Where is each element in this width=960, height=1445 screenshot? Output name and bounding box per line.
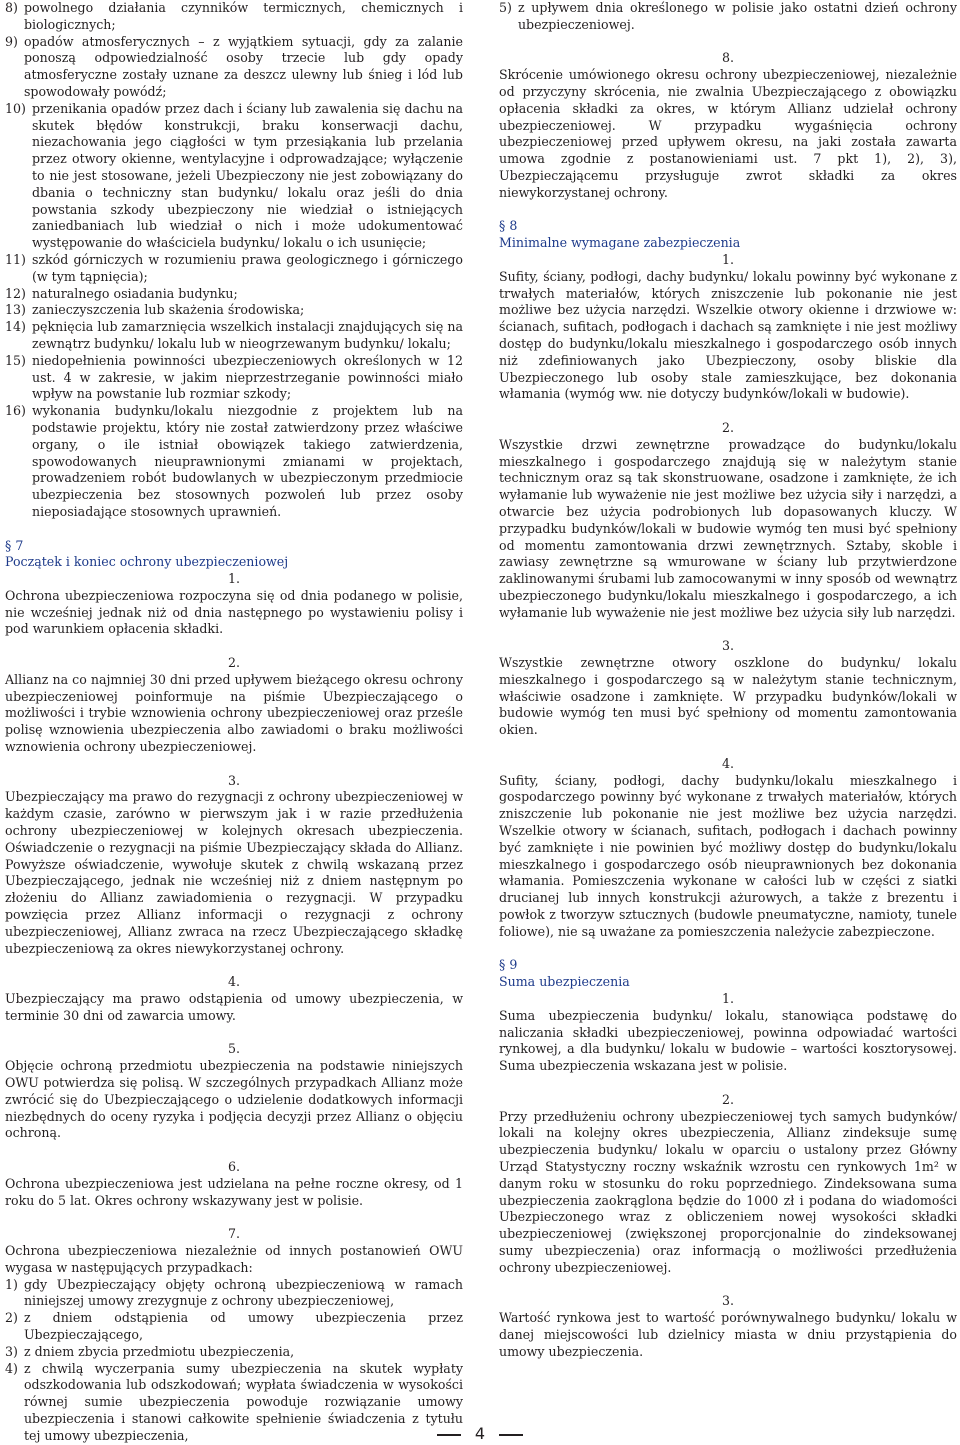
spacer bbox=[499, 202, 957, 219]
spacer bbox=[499, 34, 957, 51]
list-item: 1) gdy Ubezpieczający objęty ochroną ubezpieczeniową w ramach niniejszej umowy zrezygnuje z ochrony ubezpieczeniowej, bbox=[5, 1276, 463, 1309]
paragraph: Sufity, ściany, podłogi, dachy budynku/ lokalu powinny być wykonane z trwałych materiałów, których zniszczenie lub pokonanie nie jest możliwe bez użycia narzędzi. Wszelkie otwory okienne i drzwiowe w: ścianach, sufitach, podłogach i dachach są zamknięte i nie jest możliwy dostęp do budynku/lokalu mieszkalnego i gospodarczego osób innych niż zdefiniowanych jako Ubezpieczony, osoby bliskie dla Ubezpieczonego lub osoby stale zamieszkujące, bez dokonania włamania (wymóg ww. nie dotyczy budynków/lokali w budowie). bbox=[499, 268, 957, 402]
list-item: 5) z upływem dnia określonego w polisie jako ostatni dzień ochrony ubezpieczeniowej. bbox=[499, 0, 957, 32]
paragraph: Wszystkie zewnętrzne otwory oszklone do budynku/ lokalu mieszkalnego i gospodarczego są w należytym stanie technicznym, właściwie osadzone i zamknięte. W przypadku budynków/lokali w budowie wymóg ten musi być spełniony od momentu zamontowania okien. bbox=[499, 655, 957, 738]
section-title: Początek i koniec ochrony ubezpieczeniowej bbox=[5, 554, 289, 570]
paragraph: Przy przedłużeniu ochrony ubezpieczeniowej tych samych budynków/ lokali na kolejny okres ubezpieczenia, Allianz zindeksuje sumę ubezpieczenia budynku/ lokalu w oparciu o ustalony przez Główny Urząd Statystyczny roczny wskaźnik wzrostu cen rynkowych 1m² w danym roku w stosunku do roku poprzedniego. Zindeksowana suma ubezpieczenia zaokrąglona będzie do 1000 zł i podana do wiadomości Ubezpieczonego wraz z obliczeniem nowej wysokości składki ubezpieczeniowej (zwiększonej proporcjonalnie do zindeksowanej sumy ubezpieczenia) oraz informacją o możliwości przedłużenia ochrony ubezpieczeniowej. bbox=[499, 1108, 957, 1275]
spacer bbox=[5, 1025, 463, 1042]
list-item: 14) pęknięcia lub zamarznięcia wszelkich instalacji znajdujących się na zewnątrz budynku/ lokalu lub w nieogrzewanym budynku/ lokalu; bbox=[5, 319, 463, 351]
list-item: 13) zanieczyszczenia lub skażenia środowiska; bbox=[5, 302, 305, 318]
paragraph: Sufity, ściany, podłogi, dachy budynku/lokalu mieszkalnego i gospodarczego powinny być wykonane z trwałych materiałów, których zniszczenie lub pokonanie nie jest możliwe bez użycia narzędzi. Wszelkie otwory w ścianach, sufitach, podłogach i dachach powinny być zamknięte i nie powinien być możliwy dostęp do budynku/lokalu mieszkalnego i gospodarczego osób nieuprawnionych bez dokonania włamania. Pomieszczenia wykonane w całości lub w części z siatki drucianej lub innych konstrukcji ażurowych, a także z brezentu i powłok z tworzyw sztucznych (budowle pneumatyczne, namioty, tunele foliowe), nie są uważane za pomieszczenia należycie zabezpieczone. bbox=[499, 772, 957, 939]
spacer bbox=[5, 957, 463, 974]
paragraph-number: 3. bbox=[721, 1293, 735, 1309]
spacer bbox=[499, 1075, 957, 1092]
paragraph: Wartość rynkowa jest to wartość porównywalnego budynku/ lokalu w danej miejscowości lub dzielnicy miasta w dniu przystąpienia do umowy ubezpieczenia. bbox=[499, 1310, 957, 1359]
spacer bbox=[499, 941, 957, 958]
list-item: 12) naturalnego osiadania budynku; bbox=[5, 285, 238, 301]
section-mark: § 9 bbox=[499, 957, 518, 973]
list-item: 2) z dniem odstąpienia od umowy ubezpieczenia przez Ubezpieczającego, bbox=[5, 1310, 463, 1342]
list-item: 3) z dniem zbycia przedmiotu ubezpieczenia, bbox=[5, 1343, 295, 1359]
list-item: 9) opadów atmosferycznych – z wyjątkiem sytuacji, gdy za zalanie ponoszą odpowiedzialność osoby trzecie lub gdy opady atmosferyczne zostały uznane za deszcz ulewny lub śnieg i lód lub spowodowały powódź; bbox=[5, 33, 463, 99]
paragraph-number: 2. bbox=[721, 1091, 735, 1107]
spacer bbox=[499, 739, 957, 756]
paragraph: Suma ubezpieczenia budynku/ lokalu, stanowiąca podstawę do naliczania składki ubezpieczeniowej, powinna odpowiadać wartości rynkowej, a dla budynku/ lokalu w budowie – wartości kosztorysowej. Suma ubezpieczenia wskazana jest w polisie. bbox=[499, 1007, 957, 1074]
paragraph: Wszystkie drzwi zewnętrzne prowadzące do budynku/lokalu mieszkalnego i gospodarczego znajdują się w należytym stanie technicznym oraz są tak skonstruowane, osadzone i zamknięte, że ich wyłamanie lub wyważenie nie jest możliwe bez użycia siły i narzędzi, a otwarcie bez użycia podrobionych lub dopasowanych kluczy. W przypadku budynków/lokali w budowie wymóg ten musi być spełniony od momentu zamontowania drzwi zewnętrznych. Sztaby, skoble i zawiasy zewnętrzne są wmurowane w ściany lub przytwierdzone zaklinowanymi śrubami lub zamocowanymi w inny sposób od wewnątrz ubezpieczonego budynku/lokalu mieszkalnego i gospodarczego, a ich wyłamanie lub wyważenie nie jest możliwe bez użycia siły lub narzędzi. bbox=[499, 436, 957, 620]
spacer bbox=[5, 521, 463, 538]
left-column bbox=[5, 0, 463, 1445]
list-item: 8) powolnego działania czynników termicznych, chemicznych i biologicznych; bbox=[5, 0, 463, 32]
exclusions-list bbox=[5, 0, 463, 521]
paragraph-number: 4. bbox=[721, 755, 735, 771]
paragraph-number: 7. bbox=[227, 1226, 241, 1242]
spacer bbox=[5, 638, 463, 655]
spacer bbox=[499, 621, 957, 638]
paragraph-number: 6. bbox=[227, 1158, 241, 1174]
paragraph-number: 3. bbox=[227, 772, 241, 788]
list-item: 16) wykonania budynku/lokalu niezgodnie z projektem lub na podstawie projektu, który nie został zatwierdzony przez właściwe organy, o ile istniał obowiązek takiego zatwierdzenia, spowodowanych nieuprawnionymi zmianami w projektach, prowadzeniem robót budowlanych w ubezpieczonym przedmiocie ubezpieczenia bez stosownych pozwoleń lub przez osoby nieposiadające stosownych uprawnień. bbox=[5, 403, 463, 519]
spacer bbox=[499, 403, 957, 420]
list-item: 11) szkód górniczych w rozumieniu prawa geologicznego i górniczego (w tym tąpnięcia); bbox=[5, 251, 463, 284]
spacer bbox=[499, 1277, 957, 1294]
paragraph-number: 1. bbox=[721, 991, 735, 1007]
expiry-list bbox=[5, 1277, 463, 1445]
section-title: Suma ubezpieczenia bbox=[499, 974, 630, 990]
section-mark: § 8 bbox=[499, 218, 518, 234]
paragraph: Ubezpieczający ma prawo do rezygnacji z ochrony ubezpieczeniowej w każdym czasie, zarówno w pierwszym jak i w razie przedłużenia ochrony ubezpieczeniowej w kolejnych okresach ubezpieczenia. Oświadczenie o rezygnacji na piśmie Ubezpieczający składa do Allianz. Powyższe oświadczenie, wywołuje skutek z chwilą wskazaną przez Ubezpieczającego, jednak nie wcześniej niż z dniem następnym po złożeniu do Allianz zawiadomienia o rezygnacji. W przypadku powzięcia przez Allianz informacji o rezygnacji z ochrony ubezpieczeniowej, Allianz zwraca na rzecz Ubezpieczającego składkę ubezpieczeniową za okres niewykorzystanej ochrony. bbox=[5, 789, 463, 956]
paragraph: Skrócenie umówionego okresu ochrony ubezpieczeniowej, niezależnie od przyczyny skrócenia, nie zwalnia Ubezpieczającego z obowiązku opłacenia składki za okres, w którym Allianz udzielał ochrony ubezpieczeniowej. W przypadku wygaśnięcia ochrony ubezpieczeniowej przed upływem okresu, na jaki została zawarta umowa zgodnie z postanowieniami ust. 7 pkt 1), 2), 3), Ubezpieczającemu przysługuje zwrot składki za okres niewykorzystanej ochrony. bbox=[499, 67, 957, 200]
paragraph: Allianz na co najmniej 30 dni przed upływem bieżącego okresu ochrony ubezpieczeniowej poinformuje na piśmie Ubezpieczającego o możliwości i trybie wznowienia ochrony ubezpieczeniowej oraz prześle polisę wznowienia ubezpieczenia albo zawiadomi o braku możliwości wznowienia ochrony ubezpieczeniowej. bbox=[5, 671, 463, 755]
list-item: 4) z chwilą wyczerpania sumy ubezpieczenia na skutek wypłaty odszkodowania lub odszkodowań; wypłata świadczenia w wysokości równej sumie ubezpieczenia powoduje rozwiązanie umowy ubezpieczenia i stanowi całkowite spełnienie świadczenia z tytułu tej umowy ubezpieczenia, bbox=[5, 1360, 463, 1443]
spacer bbox=[5, 1142, 463, 1159]
paragraph-number: 4. bbox=[227, 974, 241, 990]
right-column bbox=[499, 0, 957, 1361]
spacer bbox=[5, 756, 463, 773]
paragraph: Ochrona ubezpieczeniowa jest udzielana na pełne roczne okresy, od 1 roku do 5 lat. Okres ochrony wskazywany jest w polisie. bbox=[5, 1175, 463, 1208]
paragraph: Ubezpieczający ma prawo odstąpienia od umowy ubezpieczenia, w terminie 30 dni od zawarcia umowy. bbox=[5, 991, 463, 1023]
paragraph-number: 8. bbox=[721, 50, 735, 66]
paragraph: Ochrona ubezpieczeniowa niezależnie od innych postanowień OWU wygasa w następujących przypadkach: bbox=[5, 1242, 463, 1275]
section-mark: § 7 bbox=[5, 537, 24, 553]
paragraph-number: 2. bbox=[721, 419, 735, 435]
page-footer bbox=[0, 1424, 960, 1444]
paragraph-number: 2. bbox=[227, 655, 241, 671]
paragraph: Objęcie ochroną przedmiotu ubezpieczenia na podstawie niniejszych OWU potwierdza się polisą. W szczególnych przypadkach Allianz może zwrócić się do Ubezpieczającego o udzielenie dodatkowych informacji niezbędnych do oceny ryzyka i podjęcia decyzji przez Allianz o objęciu ochroną. bbox=[5, 1058, 463, 1141]
list-item: 10) przenikania opadów przez dach i ściany lub zawalenia się dachu na skutek błędów konstrukcji, braku konserwacji dachu, niezachowania jego ciągłości w tym przesiąkania lub przelania przez otwory okienne, wentylacyjne i odprowadzające; wyłączenie to nie jest stosowane, jeżeli Ubezpieczony nie jest zobowiązany do dbania o techniczny stan budynku/ lokalu oraz jeśli do dnia powstania szkody ubezpieczony nie wiedział o istniejących zaniedbaniach lub wiedział o nich i może udokumentować występowanie do właściciela budynku/ lokalu o ich usunięcie; bbox=[5, 100, 463, 251]
footer-dash-right bbox=[499, 1434, 523, 1436]
paragraph-number: 1. bbox=[721, 251, 735, 267]
paragraph-number: 3. bbox=[721, 638, 735, 654]
paragraph: Ochrona ubezpieczeniowa rozpoczyna się od dnia podanego w polisie, nie wcześniej jednak niż od dnia następnego po wystawieniu polisy i pod warunkiem opłacenia składki. bbox=[5, 587, 463, 637]
footer-dash-left bbox=[437, 1434, 461, 1436]
list-item: 15) niedopełnienia powinności ubezpieczeniowych określonych w 12 ust. 4 w zakresie, w jakim nieprzestrzeganie powinności miało wpływ na powstanie lub rozmiar szkody; bbox=[5, 352, 463, 402]
paragraph-number: 1. bbox=[227, 571, 241, 587]
paragraph-number: 5. bbox=[227, 1041, 241, 1057]
section-title: Minimalne wymagane zabezpieczenia bbox=[499, 235, 741, 251]
page-number: 4 bbox=[474, 1424, 486, 1443]
spacer bbox=[5, 1209, 463, 1226]
